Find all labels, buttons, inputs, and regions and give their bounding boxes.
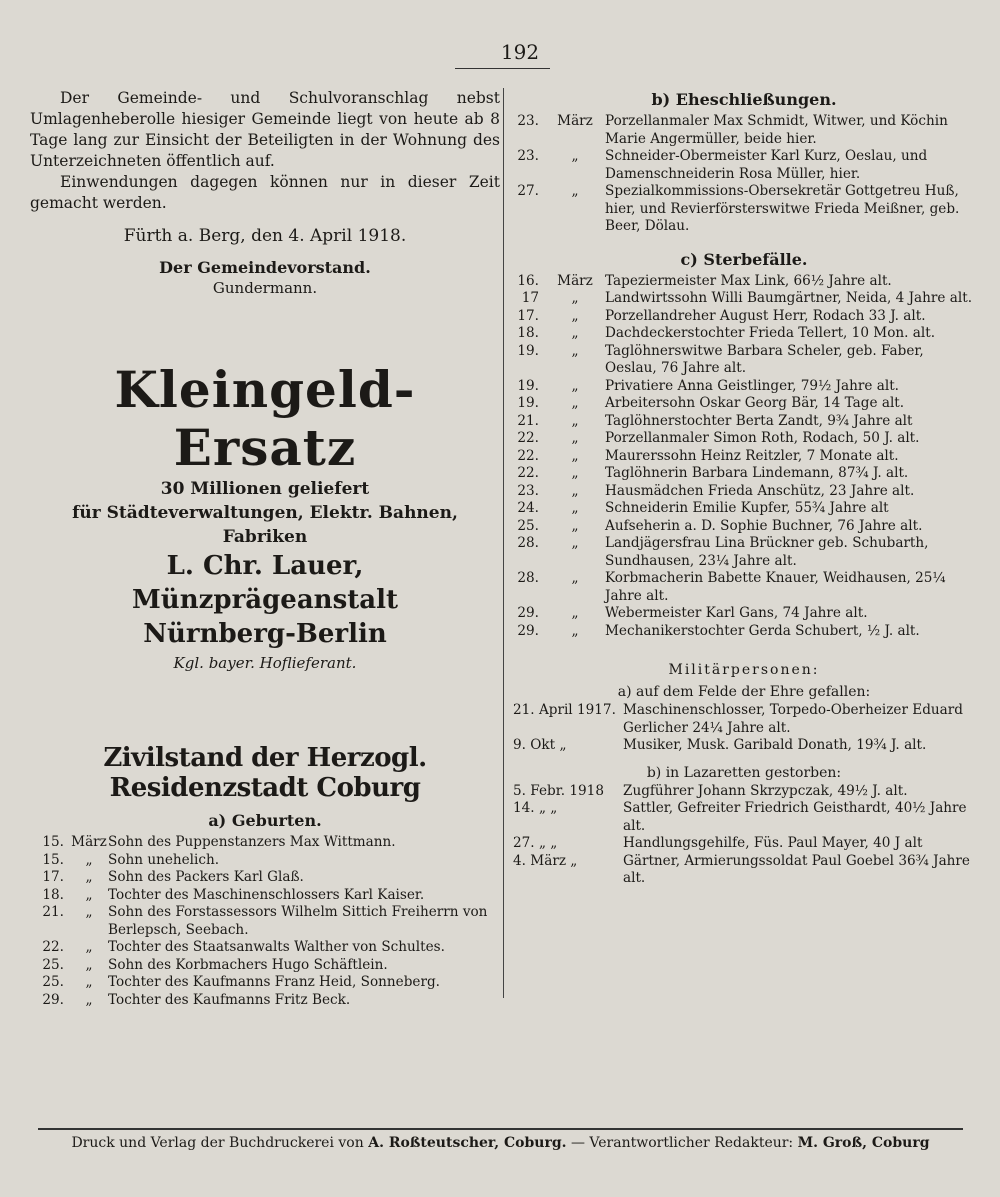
- marriages-entry-day: 27.: [517, 183, 539, 199]
- deaths-entry-month: „: [571, 517, 579, 534]
- deaths-entry-text: Taglöhnerin Barbara Lindemann, 87¾ J. alt.: [605, 465, 909, 481]
- hospital-entry: [513, 853, 975, 888]
- deaths-heading: c) Sterbefälle.: [680, 249, 808, 269]
- deaths-entry-month: „: [571, 307, 579, 324]
- deaths-entry-text: Arbeitersohn Oskar Georg Bär, 14 Tage alt.: [605, 395, 905, 411]
- births-entry: [30, 939, 500, 957]
- hospital-entry: [513, 783, 975, 801]
- births-heading: a) Geburten.: [208, 811, 322, 830]
- deaths-entry-month: „: [571, 500, 579, 516]
- deaths-entry-day: 18.: [517, 325, 539, 341]
- notice-paragraph-2: Einwendungen dagegen können nur in dieser Zeit gemacht werden.: [30, 173, 500, 212]
- deaths-entry-day: 19.: [517, 377, 539, 394]
- births-entry-month: „: [85, 974, 93, 990]
- hospital-entry: [513, 800, 975, 835]
- deaths-entry-text: Dachdeckerstochter Frieda Tellert, 10 Mon. alt.: [605, 325, 936, 341]
- births-entry: [30, 957, 500, 975]
- deaths-entry-text: Maurerssohn Heinz Reitzler, 7 Monate alt.: [605, 447, 899, 464]
- births-entry-text: Tochter des Maschinenschlossers Karl Kaiser.: [108, 886, 425, 903]
- marriages-entry-day: 23.: [517, 113, 539, 129]
- births-entry-text: Sohn des Puppenstanzers Max Wittmann.: [108, 834, 396, 850]
- marriages-entry: [513, 113, 975, 148]
- hospital-entry-date: 4. März „: [513, 852, 578, 869]
- hospital-entry: [513, 835, 975, 853]
- deaths-entry-text: Mechanikerstochter Gerda Schubert, ½ J. alt.: [605, 622, 920, 639]
- marriages-heading: b) Eheschließungen.: [651, 90, 837, 109]
- footer-editor: M. Groß, Coburg: [797, 1135, 930, 1151]
- births-entry-month: „: [85, 939, 93, 955]
- field-heading: a) auf dem Felde der Ehre gefallen:: [617, 684, 871, 700]
- births-entry-day: 15.: [42, 834, 64, 850]
- hospital-entry-date: 5. Febr. 1918: [513, 782, 604, 799]
- deaths-entry-text: Aufseherin a. D. Sophie Buchner, 76 Jahre alt.: [605, 517, 923, 534]
- births-entry-text: Sohn des Forstassessors Wilhelm Sittich Freiherrn von Berlepsch, Seebach.: [108, 904, 488, 938]
- deaths-entry-text: Tapeziermeister Max Link, 66½ Jahre alt.: [605, 272, 892, 289]
- marriages-entry-text: Porzellanmaler Max Schmidt, Witwer, und Köchin Marie Angermüller, beide hier.: [605, 113, 948, 147]
- deaths-entry-month: „: [571, 377, 579, 394]
- notice-paragraph-1: Der Gemeinde- und Schulvoranschlag nebst Umlagenheberolle hiesiger Gemeinde liegt von heute ab 8 Tage lang zur Einsicht der Beteiligten in der Wohnung des Unterzeichneten öffentlich auf.: [30, 89, 500, 170]
- right-column: [513, 88, 975, 888]
- deaths-entry: [513, 430, 975, 448]
- births-entry-day: 15.: [42, 851, 64, 868]
- hospital-entry-text: Gärtner, Armierungssoldat Paul Goebel 36¾ Jahre alt.: [623, 852, 970, 886]
- ad-headline: Kleingeld-Ersatz: [114, 360, 416, 477]
- deaths-entry-text: Privatiere Anna Geistlinger, 79½ Jahre alt.: [605, 377, 899, 394]
- births-entry-text: Sohn des Korbmachers Hugo Schäftlein.: [108, 956, 388, 973]
- footer-printer: A. Roßteutscher, Coburg.: [368, 1135, 567, 1151]
- field-entry-date: 9. Okt „: [513, 737, 567, 753]
- footer-rule: [38, 1128, 963, 1130]
- deaths-entry-month: „: [571, 290, 579, 306]
- hospital-entry-text: Zugführer Johann Skrzypczak, 49½ J. alt.: [623, 782, 908, 799]
- hospital-heading: b) in Lazaretten gestorben:: [646, 764, 842, 781]
- deaths-entry-day: 17.: [517, 307, 539, 324]
- deaths-entry-month: „: [571, 325, 579, 341]
- ad-company: L. Chr. Lauer, Münzprägeanstalt: [132, 551, 398, 615]
- marriages-list: [513, 113, 975, 236]
- births-entry-day: 25.: [42, 956, 64, 973]
- hospital-entry-date: 27. „ „: [513, 835, 558, 851]
- deaths-entry-month: „: [571, 482, 579, 499]
- field-entry: [513, 702, 975, 737]
- births-entry-day: 29.: [42, 991, 64, 1008]
- deaths-entry-text: Korbmacherin Babette Knauer, Weidhausen, 25¼ Jahre alt.: [605, 570, 946, 604]
- hospital-list: [513, 783, 975, 888]
- births-entry-day: 22.: [42, 939, 64, 955]
- deaths-entry-text: Landjägersfrau Lina Brückner geb. Schubarth, Sundhausen, 23¼ Jahre alt.: [605, 535, 929, 569]
- deaths-entry-month: „: [571, 412, 579, 429]
- births-entry: [30, 852, 500, 870]
- births-entry-month: „: [85, 956, 93, 973]
- ad-line-2: für Städteverwaltungen, Elektr. Bahnen, Fabriken: [72, 503, 458, 547]
- deaths-entry-month: März: [557, 272, 593, 289]
- births-entry-text: Tochter des Staatsanwalts Walther von Schultes.: [108, 939, 445, 955]
- deaths-entry: [513, 413, 975, 431]
- births-entry: [30, 869, 500, 887]
- deaths-entry-day: 24.: [517, 500, 539, 516]
- births-entry-month: März: [71, 834, 107, 850]
- deaths-entry-text: Schneiderin Emilie Kupfer, 55¾ Jahre alt: [605, 500, 889, 516]
- deaths-entry: [513, 465, 975, 483]
- births-entry-day: 25.: [42, 974, 64, 990]
- military-heading: Militärpersonen:: [668, 662, 820, 678]
- marriages-entry-day: 23.: [517, 148, 539, 164]
- field-entry: [513, 737, 975, 755]
- deaths-entry: [513, 518, 975, 536]
- deaths-entry-text: Porzellandreher August Herr, Rodach 33 J. alt.: [605, 307, 926, 324]
- marriages-entry: [513, 183, 975, 236]
- left-column: [30, 88, 500, 1009]
- births-entry-month: „: [85, 851, 93, 868]
- deaths-entry-month: „: [571, 430, 579, 446]
- deaths-entry: [513, 308, 975, 326]
- ad-purveyor: Kgl. bayer. Hoflieferant.: [173, 654, 357, 672]
- ad-city: Nürnberg-Berlin: [143, 619, 387, 649]
- imprint-footer: [38, 1135, 963, 1151]
- births-entry-month: „: [85, 869, 93, 885]
- births-entry-month: „: [85, 886, 93, 903]
- civil-register-title: Zivilstand der Herzogl. Residenzstadt Coburg: [103, 743, 427, 803]
- deaths-entry-day: 29.: [517, 622, 539, 639]
- marriages-entry-month: „: [571, 148, 579, 164]
- births-entry-text: Tochter des Kaufmanns Franz Heid, Sonneberg.: [108, 974, 440, 990]
- births-entry: [30, 974, 500, 992]
- deaths-entry-text: Taglöhnerswitwe Barbara Scheler, geb. Faber, Oeslau, 76 Jahre alt.: [605, 342, 924, 376]
- deaths-entry-month: „: [571, 535, 579, 551]
- deaths-entry: [513, 535, 975, 570]
- births-entry-day: 18.: [42, 886, 64, 903]
- deaths-entry: [513, 343, 975, 378]
- marriages-entry-month: März: [557, 113, 593, 129]
- births-entry-month: „: [85, 991, 93, 1008]
- births-entry-text: Sohn unehelich.: [108, 851, 220, 868]
- footer-text-2: — Verantwortlicher Redakteur:: [570, 1135, 794, 1151]
- deaths-entry: [513, 570, 975, 605]
- deaths-entry-day: 16.: [517, 272, 539, 289]
- deaths-entry-day: 28.: [517, 535, 539, 551]
- footer-text-1: Druck und Verlag der Buchdruckerei von: [71, 1135, 364, 1151]
- births-entry: [30, 904, 500, 939]
- notice-place-date: Fürth a. Berg, den 4. April 1918.: [123, 226, 407, 246]
- births-entry-text: Sohn des Packers Karl Glaß.: [108, 869, 304, 885]
- notice-signature-name: Gundermann.: [212, 279, 318, 297]
- births-entry-day: 21.: [42, 904, 64, 920]
- deaths-entry-day: 22.: [517, 447, 539, 464]
- deaths-entry-day: 29.: [517, 605, 539, 621]
- deaths-entry-month: „: [571, 395, 579, 411]
- deaths-entry: [513, 500, 975, 518]
- field-list: [513, 702, 975, 755]
- births-entry: [30, 992, 500, 1010]
- deaths-entry-month: „: [571, 622, 579, 639]
- deaths-entry-text: Porzellanmaler Simon Roth, Rodach, 50 J. alt.: [605, 430, 920, 446]
- page-number: 192: [500, 40, 540, 64]
- deaths-entry-day: 22.: [517, 465, 539, 481]
- deaths-entry-month: „: [571, 605, 579, 621]
- advertisement: [30, 361, 500, 675]
- deaths-entry-day: 25.: [517, 517, 539, 534]
- marriages-entry-text: Spezialkommissions-Obersekretär Gottgetreu Huß, hier, und Revierförsterswitwe Frieda Meißner, geb. Beer, Dölau.: [605, 183, 960, 234]
- births-entry: [30, 887, 500, 905]
- ad-line-1: 30 Millionen geliefert: [160, 479, 370, 499]
- municipal-notice: [30, 88, 500, 299]
- deaths-entry-day: 21.: [517, 412, 539, 429]
- births-entry-month: „: [85, 904, 93, 920]
- field-entry-text: Musiker, Musk. Garibald Donath, 19¾ J. alt.: [623, 737, 927, 753]
- deaths-entry-text: Landwirtssohn Willi Baumgärtner, Neida, 4 Jahre alt.: [605, 290, 973, 306]
- deaths-entry-month: „: [571, 342, 579, 359]
- deaths-entry: [513, 273, 975, 291]
- deaths-entry: [513, 623, 975, 641]
- deaths-entry-month: „: [571, 570, 579, 586]
- deaths-entry: [513, 483, 975, 501]
- deaths-entry: [513, 378, 975, 396]
- notice-signature-title: Der Gemeindevorstand.: [159, 258, 371, 277]
- deaths-entry-day: 22.: [517, 430, 539, 446]
- hospital-entry-date: 14. „ „: [513, 800, 558, 816]
- births-list: [30, 834, 500, 1009]
- column-divider: [503, 88, 504, 998]
- page-number-rule: [455, 68, 550, 69]
- hospital-entry-text: Sattler, Gefreiter Friedrich Geisthardt, 40½ Jahre alt.: [623, 800, 967, 834]
- deaths-list: [513, 273, 975, 641]
- deaths-entry: [513, 605, 975, 623]
- deaths-entry-text: Hausmädchen Frieda Anschütz, 23 Jahre alt.: [605, 482, 915, 499]
- deaths-entry: [513, 395, 975, 413]
- deaths-entry-day: 17: [521, 290, 539, 306]
- deaths-entry-day: 19.: [517, 395, 539, 411]
- deaths-entry: [513, 325, 975, 343]
- births-entry-day: 17.: [42, 869, 64, 885]
- hospital-entry-text: Handlungsgehilfe, Füs. Paul Mayer, 40 J alt: [623, 835, 923, 851]
- deaths-entry-month: „: [571, 465, 579, 481]
- deaths-entry-day: 19.: [517, 342, 539, 359]
- marriages-entry-month: „: [571, 183, 579, 199]
- marriages-entry-text: Schneider-Obermeister Karl Kurz, Oeslau, und Damenschneiderin Rosa Müller, hier.: [605, 148, 928, 182]
- marriages-entry: [513, 148, 975, 183]
- deaths-entry: [513, 290, 975, 308]
- births-entry: [30, 834, 500, 852]
- deaths-entry-text: Webermeister Karl Gans, 74 Jahre alt.: [605, 605, 868, 621]
- deaths-entry-month: „: [571, 447, 579, 464]
- deaths-entry-day: 28.: [517, 570, 539, 586]
- deaths-entry: [513, 448, 975, 466]
- deaths-entry-text: Taglöhnerstochter Berta Zandt, 9¾ Jahre alt: [605, 412, 913, 429]
- births-entry-text: Tochter des Kaufmanns Fritz Beck.: [108, 991, 351, 1008]
- field-entry-text: Maschinenschlosser, Torpedo-Oberheizer Eduard Gerlicher 24¼ Jahre alt.: [623, 702, 963, 736]
- deaths-entry-day: 23.: [517, 482, 539, 499]
- field-entry-date: 21. April 1917.: [513, 702, 616, 718]
